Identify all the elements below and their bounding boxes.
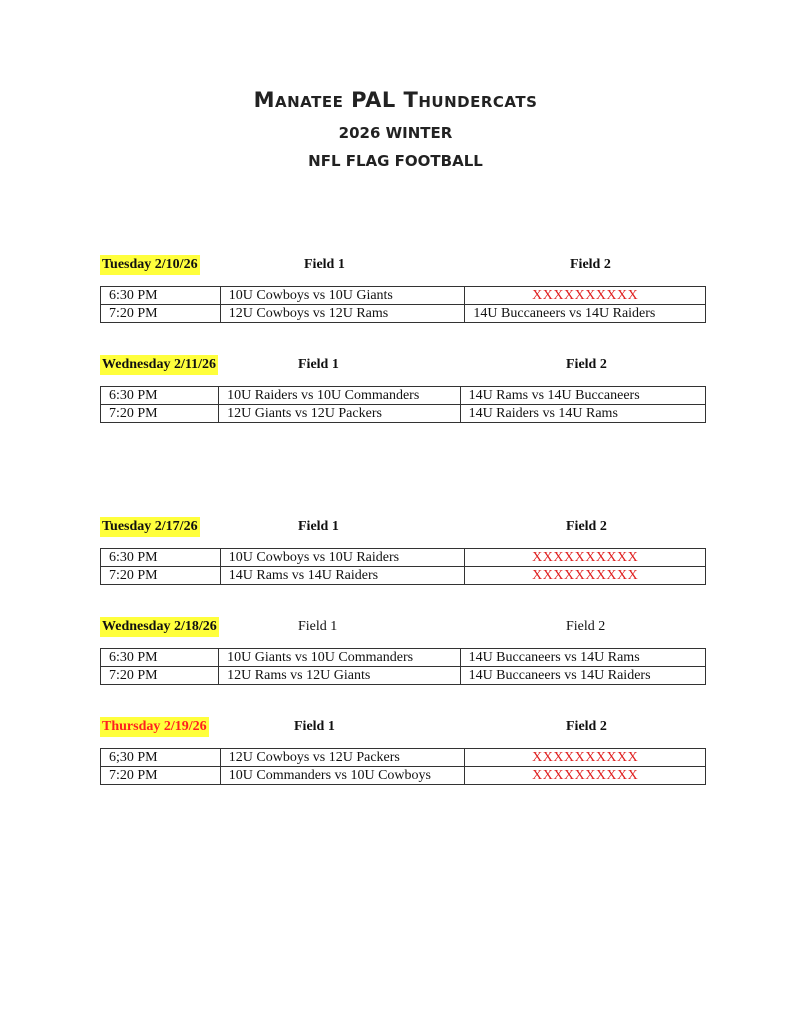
schedule-section-tuesday-2-17	[100, 517, 706, 583]
document-title: Manatee PAL Thundercats	[253, 88, 538, 112]
time-cell: 7:20 PM	[101, 305, 221, 323]
schedule-table	[100, 748, 706, 785]
field2-header: Field 2	[566, 519, 607, 534]
field1-header: Field 1	[298, 619, 338, 634]
day-label: Wednesday 2/11/26	[100, 355, 218, 375]
field1-header: Field 1	[294, 719, 335, 734]
table-row	[101, 749, 706, 767]
field1-cell: 12U Rams vs 12U Giants	[219, 667, 460, 685]
table-row	[101, 287, 706, 305]
field2-cell: 14U Rams vs 14U Buccaneers	[460, 387, 705, 405]
field2-cell: 14U Buccaneers vs 14U Raiders	[460, 667, 705, 685]
schedule-section-thursday-2-19	[100, 717, 706, 783]
day-label: Thursday 2/19/26	[100, 717, 209, 737]
time-cell: 7:20 PM	[101, 567, 221, 585]
field1-cell: 12U Cowboys vs 12U Rams	[220, 305, 465, 323]
field2-cell: 14U Buccaneers vs 14U Rams	[460, 649, 705, 667]
field1-cell: 12U Giants vs 12U Packers	[219, 405, 460, 423]
field2-cell: XXXXXXXXXX	[465, 549, 706, 567]
time-cell: 6:30 PM	[101, 387, 219, 405]
table-row	[101, 567, 706, 585]
field2-header: Field 2	[566, 619, 606, 634]
field1-header: Field 1	[298, 519, 339, 534]
table-row	[101, 667, 706, 685]
field2-header: Field 2	[566, 357, 607, 372]
time-cell: 7:20 PM	[101, 405, 219, 423]
section-header	[100, 717, 706, 739]
schedule-section-tuesday-2-10	[100, 255, 706, 321]
field2-cell: 14U Raiders vs 14U Rams	[460, 405, 705, 423]
schedule-table	[100, 548, 706, 585]
time-cell: 7:20 PM	[101, 767, 221, 785]
time-cell: 7:20 PM	[101, 667, 219, 685]
table-row	[101, 305, 706, 323]
field2-cell: XXXXXXXXXX	[465, 767, 706, 785]
day-label: Tuesday 2/17/26	[100, 517, 200, 537]
field1-header: Field 1	[298, 357, 339, 372]
table-row	[101, 549, 706, 567]
time-cell: 6:30 PM	[101, 549, 221, 567]
schedule-section-wednesday-2-18	[100, 617, 706, 683]
table-row	[101, 387, 706, 405]
field1-cell: 10U Raiders vs 10U Commanders	[219, 387, 460, 405]
time-cell: 6;30 PM	[101, 749, 221, 767]
table-row	[101, 405, 706, 423]
section-header	[100, 355, 706, 377]
field1-cell: 10U Commanders vs 10U Cowboys	[220, 767, 465, 785]
time-cell: 6:30 PM	[101, 287, 221, 305]
field2-cell: XXXXXXXXXX	[465, 749, 706, 767]
schedule-section-wednesday-2-11	[100, 355, 706, 421]
day-label: Tuesday 2/10/26	[100, 255, 200, 275]
field2-cell: XXXXXXXXXX	[465, 287, 706, 305]
day-label: Wednesday 2/18/26	[100, 617, 219, 637]
field1-cell: 12U Cowboys vs 12U Packers	[220, 749, 465, 767]
section-header	[100, 617, 706, 639]
time-cell: 6:30 PM	[101, 649, 219, 667]
schedule-table	[100, 386, 706, 423]
field2-header: Field 2	[570, 257, 611, 272]
schedule-table	[100, 286, 706, 323]
field1-cell: 14U Rams vs 14U Raiders	[220, 567, 465, 585]
field1-cell: 10U Cowboys vs 10U Giants	[220, 287, 465, 305]
table-row	[101, 767, 706, 785]
field2-cell: XXXXXXXXXX	[465, 567, 706, 585]
section-header	[100, 517, 706, 539]
season-label: 2026 WINTER	[338, 124, 453, 142]
table-row	[101, 649, 706, 667]
field2-header: Field 2	[566, 719, 607, 734]
field1-cell: 10U Giants vs 10U Commanders	[219, 649, 460, 667]
field2-cell: 14U Buccaneers vs 14U Raiders	[465, 305, 706, 323]
section-header	[100, 255, 706, 277]
field1-cell: 10U Cowboys vs 10U Raiders	[220, 549, 465, 567]
schedule-table	[100, 648, 706, 685]
document-header	[0, 88, 791, 170]
league-label: NFL FLAG FOOTBALL	[308, 152, 483, 170]
field1-header: Field 1	[304, 257, 345, 272]
